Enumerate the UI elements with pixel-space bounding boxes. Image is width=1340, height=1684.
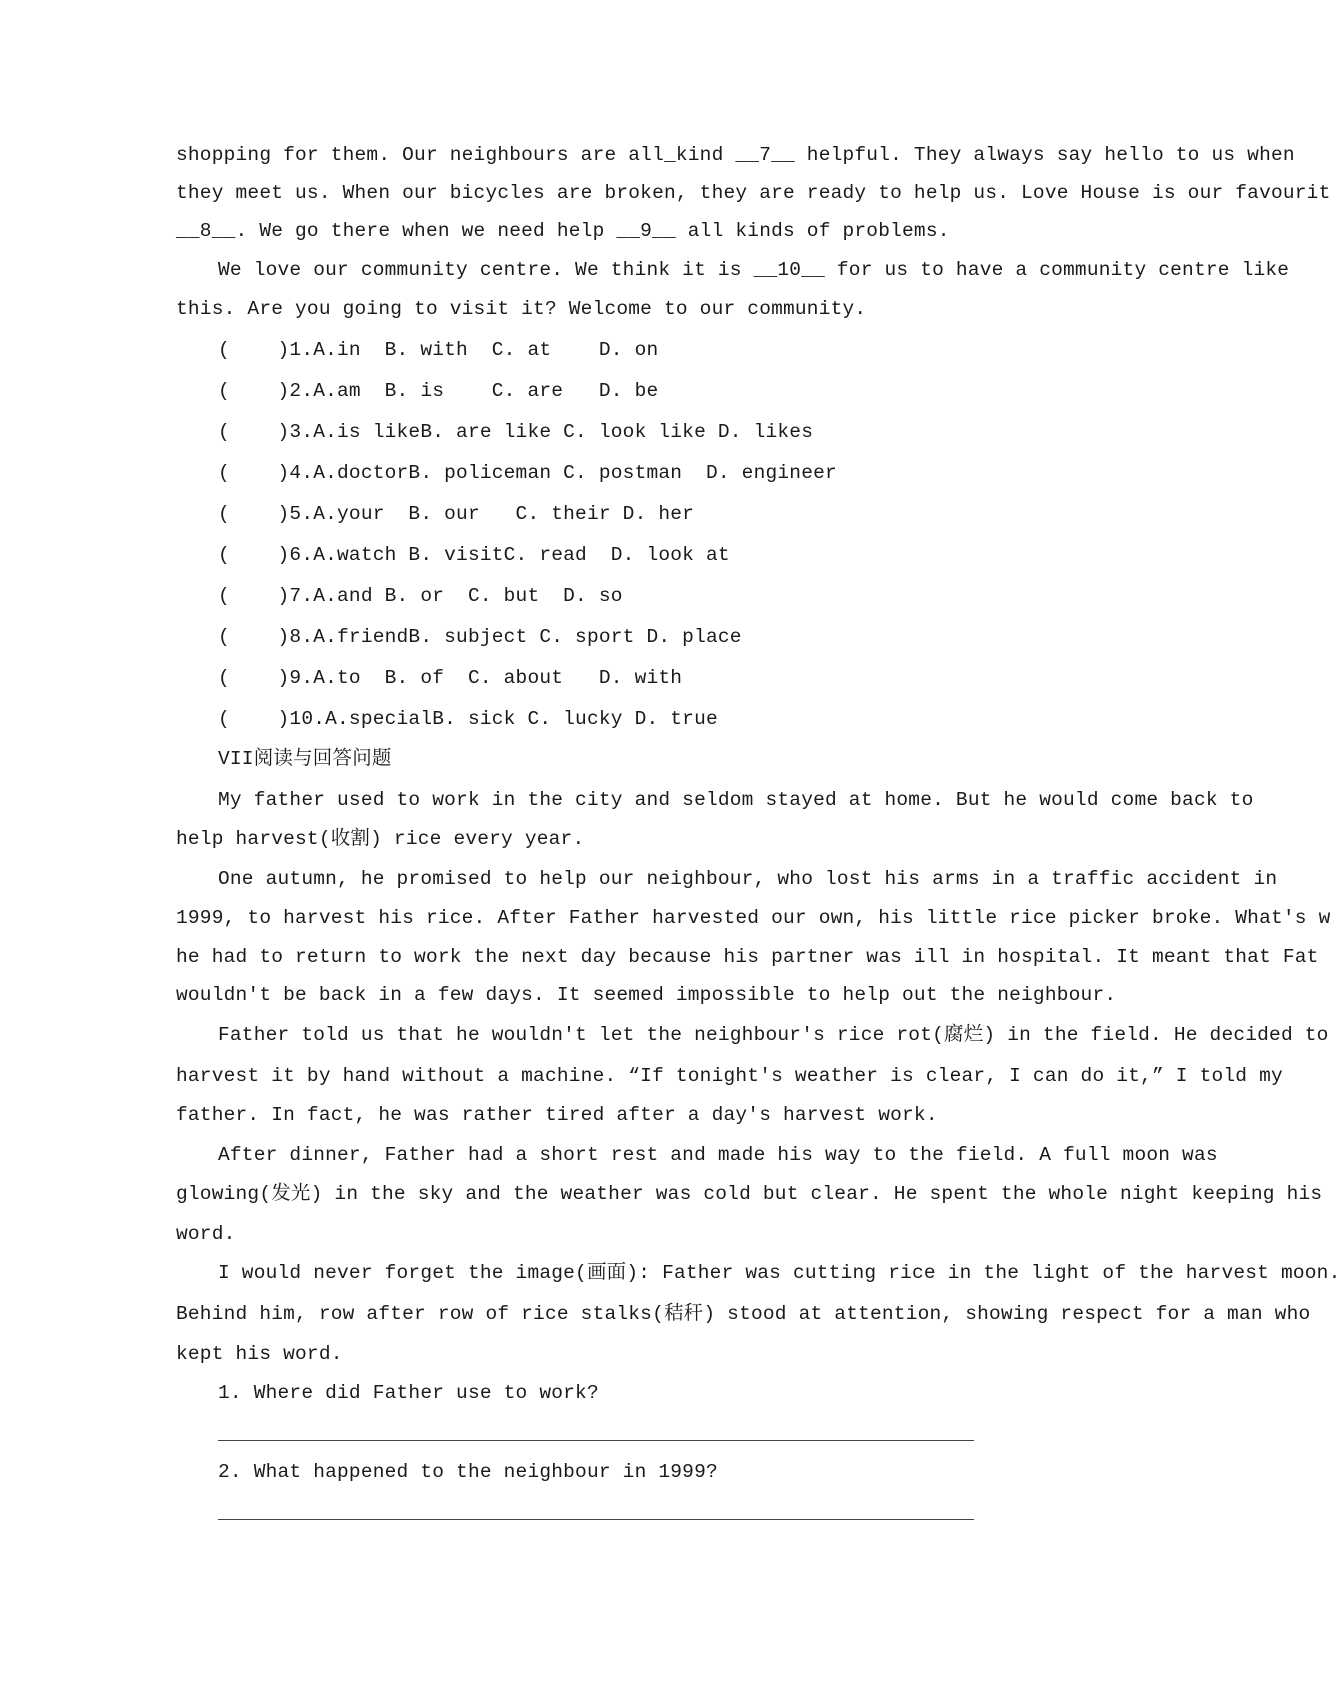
- passage-line: shopping for them. Our neighbours are all_kind __7__ helpful. They always say hello to us when: [176, 144, 1295, 166]
- reading-line: 1999, to harvest his rice. After Father harvested our own, his little rice picker broke. What's w: [176, 907, 1331, 929]
- reading-line: Father told us that he wouldn't let the neighbour's rice rot(腐烂) in the field. He decided to: [218, 1024, 1329, 1046]
- choice-question: ( )5.A.your B. our C. their D. her: [218, 503, 695, 525]
- comprehension-question: 2. What happened to the neighbour in 1999?: [218, 1461, 718, 1483]
- reading-line: harvest it by hand without a machine. “If tonight's weather is clear, I can do it,” I told my: [176, 1065, 1283, 1087]
- reading-line: One autumn, he promised to help our neighbour, who lost his arms in a traffic accident in: [218, 868, 1278, 890]
- comprehension-question: 1. Where did Father use to work?: [218, 1382, 599, 1404]
- choice-question: ( )4.A.doctorB. policeman C. postman D. engineer: [218, 462, 837, 484]
- choice-question: ( )10.A.specialB. sick C. lucky D. true: [218, 708, 718, 730]
- reading-line: help harvest(收割) rice every year.: [176, 828, 585, 850]
- reading-line: After dinner, Father had a short rest and made his way to the field. A full moon was: [218, 1144, 1218, 1166]
- answer-line[interactable]: [218, 1519, 974, 1520]
- answer-line[interactable]: [218, 1440, 974, 1441]
- choice-question: ( )9.A.to B. of C. about D. with: [218, 667, 683, 689]
- choice-question: ( )6.A.watch B. visitC. read D. look at: [218, 544, 730, 566]
- reading-line: glowing(发光) in the sky and the weather was cold but clear. He spent the whole night keeping his: [176, 1183, 1323, 1205]
- reading-line: kept his word.: [176, 1343, 343, 1365]
- reading-line: father. In fact, he was rather tired after a day's harvest work.: [176, 1104, 938, 1126]
- section-heading: VII阅读与回答问题: [218, 748, 392, 770]
- reading-line: My father used to work in the city and seldom stayed at home. But he would come back to: [218, 789, 1254, 811]
- reading-line: he had to return to work the next day because his partner was ill in hospital. It meant that Fat: [176, 946, 1319, 968]
- passage-line: this. Are you going to visit it? Welcome to our community.: [176, 298, 867, 320]
- passage-line: they meet us. When our bicycles are broken, they are ready to help us. Love House is our favourit: [176, 182, 1331, 204]
- passage-line: We love our community centre. We think it is __10__ for us to have a community centre like: [218, 259, 1290, 281]
- reading-line: I would never forget the image(画面): Father was cutting rice in the light of the harvest moon.: [218, 1262, 1340, 1284]
- choice-question: ( )7.A.and B. or C. but D. so: [218, 585, 623, 607]
- reading-line: wouldn't be back in a few days. It seemed impossible to help out the neighbour.: [176, 984, 1117, 1006]
- choice-question: ( )3.A.is likeB. are like C. look like D. likes: [218, 421, 814, 443]
- choice-question: ( )2.A.am B. is C. are D. be: [218, 380, 659, 402]
- reading-line: Behind him, row after row of rice stalks(秸秆) stood at attention, showing respect for a man who: [176, 1303, 1311, 1325]
- reading-line: word.: [176, 1223, 236, 1245]
- passage-line: __8__. We go there when we need help __9__ all kinds of problems.: [176, 220, 950, 242]
- choice-question: ( )1.A.in B. with C. at D. on: [218, 339, 659, 361]
- choice-question: ( )8.A.friendB. subject C. sport D. place: [218, 626, 742, 648]
